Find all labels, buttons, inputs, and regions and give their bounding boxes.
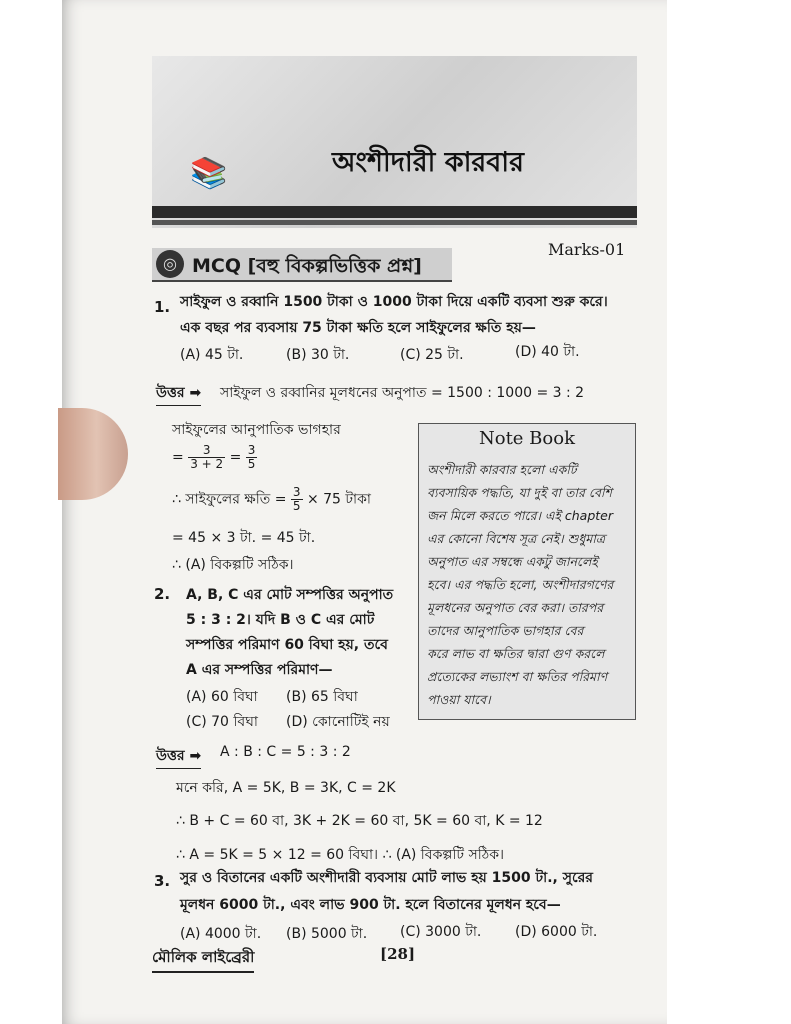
banner-stripe	[152, 206, 637, 218]
q1-line2: এক বছর পর ব্যবসায় 75 টাকা ক্ষতি হলে সাইফুলের ক্ষতি হয়—	[180, 320, 536, 336]
loss-suffix: × 75 টাকা	[306, 491, 371, 508]
q1-number: 1.	[154, 298, 171, 316]
frac2-num: 3	[247, 443, 256, 457]
q3-line2: মূলধন 6000 টা., এবং লাভ 900 টা. হলে বিতানের মূলধন হবে—	[180, 897, 561, 913]
frac1-num: 3	[188, 444, 225, 458]
q2-number: 2.	[154, 585, 171, 603]
note-line: এর কোনো বিশেষ সূত্র নেই। শুধুমাত্র	[427, 531, 606, 546]
books-icon: 📚	[190, 156, 228, 191]
q2-option-d: (D) কোনোটিই নয়	[286, 714, 390, 730]
q1-answer-label: উত্তর ➡	[156, 381, 201, 406]
q2-option-b: (B) 65 বিঘা	[286, 689, 358, 705]
q2-step2: ∴ B + C = 60 বা, 3K + 2K = 60 বা, 5K = 60 বা, K = 12	[176, 813, 543, 829]
q2-line2: 5 : 3 : 2। যদি B ও C এর মোট	[186, 612, 375, 628]
note-book-title: Note Book	[478, 428, 575, 449]
mcq-section-label: MCQ [বহু বিকল্পভিত্তিক প্রশ্ন]	[192, 255, 422, 277]
q2-step3: ∴ A = 5K = 5 × 12 = 60 বিঘা। ∴ (A) বিকল্পটি সঠিক।	[176, 847, 505, 863]
q1-line1: সাইফুল ও রব্বানি 1500 টাকা ও 1000 টাকা দিয়ে একটি ব্যবসা শুরু করে।	[180, 294, 608, 310]
marks-label: Marks-01	[548, 240, 626, 259]
q3-number: 3.	[154, 872, 171, 890]
loss-den: 5	[292, 499, 301, 513]
note-book-box	[418, 423, 636, 720]
q2-option-c: (C) 70 বিঘা	[186, 714, 258, 730]
q3-option-b: (B) 5000 টা.	[286, 926, 368, 942]
note-line: তাদের আনুপাতিক ভাগহার বের	[427, 623, 584, 638]
note-line: অংশীদারী কারবার হলো একটি	[427, 462, 577, 477]
frac2-den: 5	[247, 457, 256, 471]
q1-answer-line: সাইফুল ও রব্বানির মূলধনের অনুপাত = 1500 : 1000 = 3 : 2	[220, 385, 585, 401]
banner-stripe-thin	[152, 220, 637, 225]
q1-option-b: (B) 30 টা.	[286, 347, 350, 363]
q2-answer-line: A : B : C = 5 : 3 : 2	[220, 744, 351, 760]
q1-share-equation: = $\frac{3}{3 + 2}$ = $\frac{3}{5}$	[172, 443, 256, 471]
q3-option-a: (A) 4000 টা.	[180, 926, 262, 942]
loss-num: 3	[292, 485, 301, 499]
q1-calc: = 45 × 3 টা. = 45 টা.	[172, 530, 316, 546]
q1-share-heading: সাইফুলের আনুপাতিক ভাগহার	[172, 422, 341, 438]
note-line: করে লাভ বা ক্ষতির দ্বারা গুণ করলে	[427, 646, 605, 661]
note-line: প্রত্যেকের লভ্যাংশ বা ক্ষতির পরিমাণ	[427, 669, 608, 684]
q1-option-a: (A) 45 টা.	[180, 347, 244, 363]
q2-option-a: (A) 60 বিঘা	[186, 689, 258, 705]
q2-step1: মনে করি, A = 5K, B = 3K, C = 2K	[176, 780, 396, 796]
q1-option-d: (D) 40 টা.	[515, 344, 580, 360]
note-line: অনুপাত এর সম্বন্ধে একটু জানলেই	[427, 554, 598, 569]
q2-line1: A, B, C এর মোট সম্পত্তির অনুপাত	[186, 587, 394, 603]
q3-line1: সুর ও বিতানের একটি অংশীদারী ব্যবসায় মোট লাভ হয় 1500 টা., সুরের	[180, 870, 593, 886]
q1-loss-equation	[172, 486, 371, 513]
note-line: জন মিলে করতে পারে। এই chapter	[427, 508, 613, 523]
mcq-icon: ◎	[156, 250, 184, 278]
note-line: মূলধনের অনুপাত বের করা। তারপর	[427, 600, 604, 615]
frac1-den: 3 + 2	[190, 457, 224, 471]
q3-option-d: (D) 6000 টা.	[515, 924, 598, 940]
q3-option-c: (C) 3000 টা.	[400, 924, 482, 940]
chapter-title: অংশীদারী কারবার	[332, 147, 524, 178]
note-line: হবে। এর পদ্ধতি হলো, অংশীদারগণের	[427, 577, 614, 592]
loss-prefix: ∴ সাইফুলের ক্ষতি =	[172, 491, 287, 508]
page-number: [28]	[380, 945, 416, 963]
note-line: ব্যবসায়িক পদ্ধতি, যা দুই বা তার বেশি	[427, 485, 612, 500]
q2-line3: সম্পত্তির পরিমাণ 60 বিঘা হয়, তবে	[186, 637, 388, 653]
q1-conclusion: ∴ (A) বিকল্পটি সঠিক।	[172, 557, 294, 573]
q2-line4: A এর সম্পত্তির পরিমাণ—	[186, 662, 333, 678]
note-line: পাওয়া যাবে।	[427, 692, 491, 707]
publisher-name: মৌলিক লাইব্রেরী	[152, 946, 254, 973]
q2-answer-label: উত্তর ➡	[156, 744, 201, 769]
q1-option-c: (C) 25 টা.	[400, 347, 464, 363]
